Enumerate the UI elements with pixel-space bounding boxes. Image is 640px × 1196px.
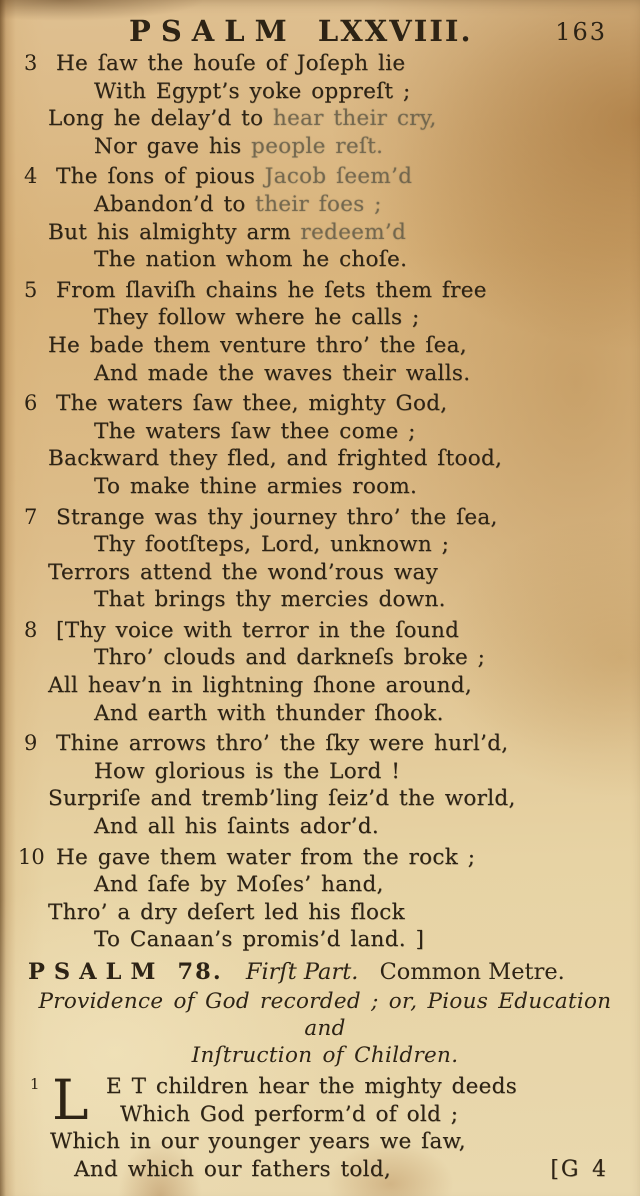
psalm-subtitle-line: Providence of God recorded ; or, Pious Education and: [38, 989, 612, 1041]
text-segment: Strange was thy journey thro’ the ſea,: [56, 504, 498, 530]
verse-number: 8: [24, 617, 38, 642]
text-segment: The nation whom he choſe.: [94, 247, 408, 273]
page-content: [18, 50, 628, 1183]
page-title: [129, 14, 473, 48]
text-segment: He bade them venture thro’ the ſea,: [48, 332, 467, 358]
verse: [22, 390, 628, 500]
verse-number: 4: [24, 164, 38, 189]
verse-line: [22, 531, 628, 559]
verse-number: 7: [24, 504, 38, 529]
verse-line: [22, 644, 628, 672]
signature-mark: [G 4: [550, 1156, 608, 1182]
text-segment: Thine arrows thro’ the ſky were hurl’d,: [56, 731, 509, 757]
faded-text-segment: people reſt.: [251, 133, 384, 159]
verse-line: [22, 191, 628, 219]
text-segment: With Egypt’s yoke oppreſt ;: [94, 78, 411, 104]
verse-line: [22, 586, 628, 614]
verse-line: [22, 504, 628, 532]
psalm-subtitle-line: Inſtruction of Children.: [191, 1043, 459, 1068]
verse-line: [22, 700, 628, 728]
verse-line: E T children hear the mighty deeds: [106, 1074, 518, 1099]
section-metre-label: Common Metre.: [379, 959, 565, 985]
verse-line: [22, 78, 628, 106]
text-segment: And made the waves their walls.: [94, 360, 471, 386]
verse: [22, 617, 628, 727]
text-segment: [Thy voice with terror in the ſound: [56, 617, 460, 643]
verse-line: [22, 926, 628, 954]
verse-line-text: And which our fathers told,: [74, 1156, 392, 1182]
text-segment: He gave them water from the rock ;: [56, 844, 476, 870]
text-segment: How glorious is the Lord !: [94, 758, 401, 784]
text-segment: He ſaw the houſe of Joſeph lie: [56, 51, 406, 76]
faded-text-segment: their foes ;: [255, 191, 382, 217]
text-segment: To Canaan’s promis’d land. ]: [94, 927, 425, 953]
page-number: 163: [555, 18, 607, 46]
text-segment: All heav’n in lightning ſhone around,: [48, 673, 472, 699]
text-segment: The waters ſaw thee come ;: [94, 418, 416, 444]
verse-line: [22, 332, 628, 360]
verse-number: 1: [30, 1075, 40, 1093]
verse-line: [22, 360, 628, 388]
text-segment: And all his ſaints ador’d.: [94, 814, 380, 840]
text-segment: The waters ſaw thee, mighty God,: [56, 391, 448, 417]
verse-line: [22, 785, 628, 813]
verse-line: Which in our younger years we ſaw,: [50, 1129, 466, 1155]
text-segment: That brings thy mercies down.: [94, 587, 446, 613]
verse-line: [22, 844, 628, 872]
page-header: [0, 14, 640, 50]
verse-line: [22, 163, 628, 191]
verse-line: [22, 304, 628, 332]
verse-number: 5: [24, 277, 38, 302]
verse-line: [22, 50, 628, 78]
text-segment: From ſlaviſh chains he ſets them free: [56, 277, 487, 303]
verse-line: [22, 672, 628, 700]
text-segment: They follow where he calls ;: [94, 305, 420, 331]
verse-line: [22, 559, 628, 587]
text-segment: Thy footſteps, Lord, unknown ;: [94, 532, 450, 558]
verse-line: [22, 473, 628, 501]
verses: [18, 50, 628, 954]
verse-line: [22, 390, 628, 418]
verse: [22, 504, 628, 614]
verse-line: [22, 899, 628, 927]
faded-text-segment: hear their cry,: [272, 106, 437, 132]
verse: [18, 844, 628, 954]
verse-number: 10: [18, 844, 45, 869]
verse-line: [22, 277, 628, 305]
verse-line: Which God perform’d of old ;: [120, 1101, 459, 1127]
text-segment: Thro’ a dry deſert led his flock: [48, 899, 405, 925]
text-segment: Thro’ clouds and darkneſs broke ;: [94, 645, 486, 671]
first-verse: [22, 1068, 628, 1183]
verse-line: [22, 730, 628, 758]
text-segment: Abandon’d to: [94, 191, 256, 217]
faded-text-segment: redeem’d: [300, 219, 407, 245]
verse-line: [22, 105, 628, 133]
verse: [22, 730, 628, 840]
text-segment: To make thine armies room.: [94, 473, 418, 499]
text-segment: Long he delay’d to: [48, 106, 273, 132]
section-part-label: Firſt Part.: [245, 959, 359, 985]
verse-line: [22, 813, 628, 841]
faded-text-segment: Jacob ſeem’d: [264, 164, 413, 190]
verse-number: 6: [24, 391, 38, 416]
text-segment: And earth with thunder ſhook.: [94, 700, 444, 726]
text-segment: Terrors attend the wond’rous way: [48, 559, 439, 585]
text-segment: Backward they fled, and frighted ſtood,: [48, 446, 503, 472]
verse-number: 9: [24, 731, 38, 756]
psalm-title-word: PSALM: [129, 14, 297, 48]
verse-line: [22, 246, 628, 274]
verse-line: [22, 219, 628, 247]
verse-line: [22, 1156, 628, 1184]
drop-cap: L: [52, 1068, 89, 1132]
verse: [22, 163, 628, 273]
verse: [22, 50, 628, 160]
verse-line: [22, 758, 628, 786]
section-heading: [22, 957, 628, 988]
text-segment: Surpriſe and tremb’ling ſeiz’d the world,: [48, 786, 516, 812]
verse: [22, 277, 628, 387]
verse-line: [22, 617, 628, 645]
verse-line: [22, 133, 628, 161]
verse-line: [22, 418, 628, 446]
section-psalm-word: PSALM: [28, 959, 165, 985]
psalm-title-numeral: LXXVIII.: [317, 14, 473, 48]
text-segment: And ſafe by Moſes’ hand,: [94, 872, 384, 898]
verse-line: [22, 871, 628, 899]
text-segment: Nor gave his: [94, 133, 252, 159]
section-psalm-number: 78.: [177, 959, 223, 985]
verse-number: 3: [24, 51, 38, 75]
text-segment: But his almighty arm: [48, 219, 301, 245]
verse-line: [22, 445, 628, 473]
text-segment: The ſons of pious: [56, 164, 265, 190]
